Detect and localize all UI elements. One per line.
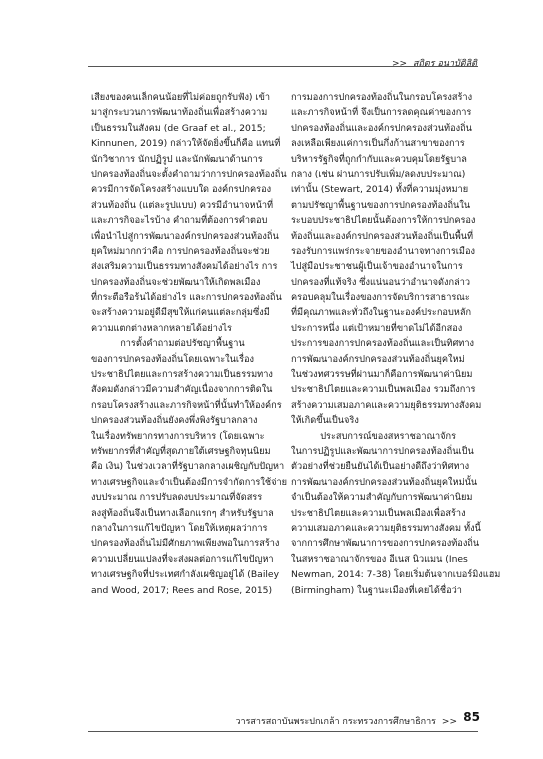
text-line: ส่งเสริมความเป็นธรรมทางสังคมได้อย่างไร การ: [91, 261, 278, 273]
text-line: ตัวอย่างที่ช่วยยืนยันได้เป็นอย่างดีถึงว่าทิศทาง: [291, 461, 470, 473]
text-line: และภารกิจหน้าที่ จึงเป็นการลดคุณค่าของการ: [291, 107, 472, 119]
text-line: จะสร้างความอยู่ดีมีสุขให้แก่คนแต่ละกลุ่มซึ่งมี: [91, 307, 270, 319]
text-line: ประการหนึ่ง แต่เป้าหมายที่ขาดไม่ได้อีกสอง: [291, 322, 463, 334]
text-line: ส่วนท้องถิ่น (แต่ละรูปแบบ) ควรมีอำนาจหน้าที่: [91, 199, 274, 211]
text-line: ประชาธิปไตยและความเป็นพลเมืองเพื่อสร้าง: [291, 507, 466, 519]
text-line: กลาง (เช่น ผ่านการปรับเพิ่ม/ลดงบประมาณ): [291, 168, 466, 180]
text-line: ระบอบประชาธิปไตยนั้นต้องการให้การปกครอง: [291, 215, 476, 227]
text-line: ปกครองที่แท้จริง ซึ่งแน่นอนว่าอำนาจดังกล่าว: [291, 276, 471, 288]
text-line: ไปสู่มือประชาชนผู้เป็นเจ้าของอำนาจในการ: [291, 261, 463, 273]
text-line: (Birmingham) ในฐานะเมืองที่เคยได้ชื่อว่า: [291, 584, 462, 596]
text-line: เสียงของคนเล็กคนน้อยที่ไม่ค่อยถูกรับฟัง) เข้า: [91, 92, 271, 103]
text-line: ลงเหลือเพียงแค่การเป็นกึ่งก้านสาขาของการ: [291, 138, 465, 150]
text-line: รองรับการแพร่กระจายของอำนาจทางการเมือง: [291, 245, 475, 257]
text-line: นักวิชาการ นักปฏิรูป และนักพัฒนาด้านการ: [91, 153, 263, 165]
text-line: กลางในการแก้ไขปัญหา โดยให้เหตุผลว่าการ: [91, 522, 268, 534]
text-line: คือ เงิน) ในช่วงเวลาที่รัฐบาลกลางเผชิญกับปัญหา: [91, 461, 285, 473]
text-line: ทางเศรษฐกิจและจำเป็นต้องมีการจำกัดการใช้จ่าย: [91, 476, 288, 488]
text-line: ตามปรัชญาพื้นฐานของการปกครองท้องถิ่นใน: [291, 199, 471, 211]
text-line: ปกครองท้องถิ่นและองค์กรปกครองส่วนท้องถิ่น: [291, 122, 472, 134]
text-line: ปกครองท้องถิ่นจะตั้งคำถามว่าการปกครองท้องถิ่น: [91, 168, 287, 180]
text-line: การตั้งคำถามต่อปรัชญาพื้นฐาน: [91, 338, 245, 350]
text-line: ประชาธิปไตยและการสร้างความเป็นธรรมทาง: [91, 369, 273, 381]
text-line: ท้องถิ่นและองค์กรปกครองส่วนท้องถิ่นเป็นพื้นที่: [291, 230, 474, 242]
text-line: มาสู่กระบวนการพัฒนาท้องถิ่นเพื่อสร้างความ: [91, 107, 268, 119]
text-line: ประชาธิปไตยและความเป็นพลเมือง รวมถึงการ: [291, 384, 476, 396]
running-header: [392, 56, 477, 70]
text-line: ปกครองท้องถิ่นไม่มีศักยภาพเพียงพอในการสร้าง: [91, 538, 280, 550]
text-line: ของการปกครองท้องถิ่นโดยเฉพาะในเรื่อง: [91, 353, 255, 365]
running-footer: [235, 714, 457, 728]
text-line: งบประมาณ การปรับลดงบประมาณที่จัดสรร: [91, 492, 263, 504]
text-line: ในช่วงทศวรรษที่ผ่านมาก็คือการพัฒนาค่านิยม: [291, 369, 473, 381]
text-line: จำเป็นต้องให้ความสำคัญกับการพัฒนาค่านิยม: [291, 492, 473, 504]
text-line: ประการของการปกครองท้องถิ่นและเป็นทิศทาง: [291, 338, 475, 350]
text-line: ความเปลี่ยนแปลงที่จะส่งผลต่อการแก้ไขปัญหา: [91, 553, 274, 565]
page-number: 85: [463, 710, 480, 724]
text-line: ยุคใหม่มากกว่าคือ การปกครองท้องถิ่นจะช่วย: [91, 245, 270, 257]
text-line: เท่านั้น (Stewart, 2014) ทั้งที่ความมุ่งหมาย: [291, 184, 469, 196]
left-text-column: [91, 90, 288, 598]
text-line: ครอบคลุมในเรื่องของการจัดบริการสาธารณะ: [291, 292, 470, 304]
footer-chevrons: >>: [441, 717, 457, 727]
text-line: สังคมดังกล่าวมีความสำคัญเนื่องจากการติดใน: [91, 384, 273, 396]
footer-divider: [88, 731, 478, 732]
text-line: เป็นธรรมในสังคม (de Graaf et al., 2015;: [91, 122, 266, 134]
text-line: ประสบการณ์ของสหราชอาณาจักร: [291, 430, 457, 442]
text-line: ปกครองท้องถิ่นจะช่วยพัฒนาให้เกิดพลเมือง: [91, 276, 261, 288]
text-line: ที่กระตือรือร้นได้อย่างไร และการปกครองท้องถิ่น: [91, 292, 282, 304]
header-divider: [88, 66, 478, 67]
text-line: เพื่อนำไปสู่การพัฒนาองค์กรปกครองส่วนท้องถิ่น: [91, 230, 279, 242]
text-line: บริหารรัฐกิจที่ถูกกำกับและควบคุมโดยรัฐบาล: [291, 153, 467, 165]
text-line: ลงสู่ท้องถิ่นจึงเป็นทางเลือกแรกๆ สำหรับรัฐบาล: [91, 507, 274, 519]
text-line: กรอบโครงสร้างและภารกิจหน้าที่นั้นทำให้องค์กร: [91, 399, 282, 411]
text-line: การพัฒนาองค์กรปกครองส่วนท้องถิ่นยุคใหม่นั้น: [291, 476, 478, 488]
text-line: ทางเศรษฐกิจที่ประเทศกำลังเผชิญอยู่ได้ (Bailey: [91, 569, 280, 581]
text-line: ความเสมอภาคและความยุติธรรมทางสังคม ทั้งนี้: [291, 522, 481, 534]
text-line: ในการปฏิรูปและพัฒนาการปกครองท้องถิ่นเป็น: [291, 445, 474, 457]
header-chevrons: >>: [392, 59, 408, 69]
text-line: ในเรื่องทรัพยากรทางการบริหาร (โดยเฉพาะ: [91, 430, 265, 442]
text-line: ปกครองส่วนท้องถิ่นยังคงพึ่งพิงรัฐบาลกลาง: [91, 415, 258, 427]
text-line: การพัฒนาองค์กรปกครองส่วนท้องถิ่นยุคใหม่: [291, 353, 465, 365]
text-line: และภารกิจอะไรบ้าง คำถามที่ต้องการคำตอบ: [91, 215, 268, 227]
text-line: ทรัพยากรที่สำคัญที่สุดภายใต้เศรษฐกิจทุนนิยม: [91, 445, 271, 457]
text-line: การมองการปกครองท้องถิ่นในกรอบโครงสร้าง: [291, 92, 473, 103]
text-line: จากการศึกษาพัฒนาการของการปกครองท้องถิ่น: [291, 538, 480, 550]
text-line: ให้เกิดขึ้นเป็นจริง: [291, 415, 359, 427]
text-line: สร้างความเสมอภาคและความยุติธรรมทางสังคม: [291, 399, 482, 411]
text-line: ที่มีคุณภาพและทั่วถึงในฐานะองค์ประกอบหลัก: [291, 307, 472, 319]
text-line: ในสหราชอาณาจักรของ อีเนส นิวแมน (Ines: [291, 553, 468, 565]
text-line: Newman, 2014: 7-38) โดยเริ่มต้นจากเบอร์มิงแฮม: [291, 569, 501, 581]
footer-journal: วารสารสถาบันพระปกเกล้า กระทรวงการศึกษาธิการ: [235, 717, 437, 727]
right-text-column: [291, 90, 501, 598]
text-line: and Wood, 2017; Rees and Rose, 2015): [91, 584, 273, 596]
text-line: ควรมีการจัดโครงสร้างแบบใด องค์กรปกครอง: [91, 184, 272, 196]
text-line: ความแตกต่างหลากหลายได้อย่างไร: [91, 322, 232, 334]
text-line: Kinnunen, 2019) กล่าวให้จัดยิ่งขึ้นก็คือ แทนที่: [91, 138, 281, 150]
header-author: สถิตร อนาบัติลิติ: [412, 59, 477, 69]
